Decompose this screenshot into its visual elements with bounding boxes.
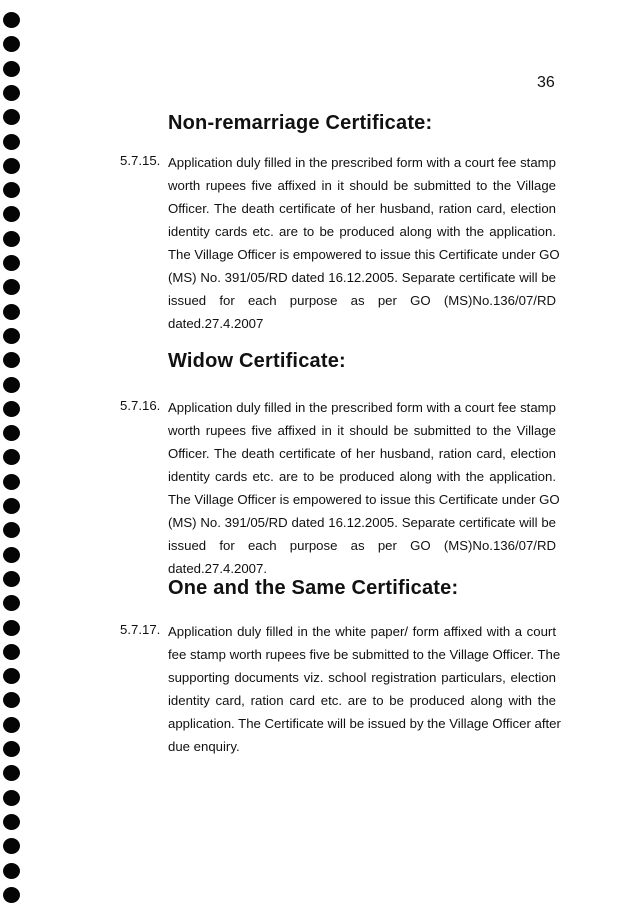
body-line: The Village Officer is empowered to issue this Certificate under GO — [168, 492, 560, 507]
binder-hole — [3, 328, 20, 344]
body-line: due enquiry. — [168, 739, 240, 754]
binder-hole — [3, 838, 20, 854]
binder-hole — [3, 158, 20, 174]
section-body — [168, 398, 560, 582]
section-number: 5.7.16. — [120, 398, 161, 413]
binder-holes — [3, 0, 23, 910]
body-line: identity cards etc. are to be produced along with the application. — [168, 469, 556, 484]
binder-hole — [3, 692, 20, 708]
binder-hole — [3, 279, 20, 295]
body-line: identity card, ration card etc. are to be produced along with the — [168, 693, 556, 708]
binder-hole — [3, 717, 20, 733]
binder-hole — [3, 304, 20, 320]
section-number: 5.7.15. — [120, 153, 161, 168]
section-number: 5.7.17. — [120, 622, 161, 637]
binder-hole — [3, 790, 20, 806]
binder-hole — [3, 765, 20, 781]
binder-hole — [3, 863, 20, 879]
binder-hole — [3, 668, 20, 684]
binder-hole — [3, 449, 20, 465]
binder-hole — [3, 474, 20, 490]
body-line: The Village Officer is empowered to issue this Certificate under GO — [168, 247, 560, 262]
binder-hole — [3, 644, 20, 660]
binder-hole — [3, 425, 20, 441]
binder-hole — [3, 255, 20, 271]
body-line: worth rupees five affixed in it should be submitted to the Village — [168, 423, 556, 438]
body-line: Application duly filled in the white paper/ form affixed with a court — [168, 624, 556, 639]
binder-hole — [3, 12, 20, 28]
binder-hole — [3, 814, 20, 830]
binder-hole — [3, 595, 20, 611]
body-line: issued for each purpose as per GO (MS)No.136/07/RD — [168, 293, 556, 308]
section-body — [168, 622, 561, 760]
body-line: Officer. The death certificate of her husband, ration card, election — [168, 201, 556, 216]
binder-hole — [3, 401, 20, 417]
binder-hole — [3, 134, 20, 150]
body-line: (MS) No. 391/05/RD dated 16.12.2005. Separate certificate will be — [168, 515, 556, 530]
binder-hole — [3, 522, 20, 538]
binder-hole — [3, 352, 20, 368]
body-line: (MS) No. 391/05/RD dated 16.12.2005. Separate certificate will be — [168, 270, 556, 285]
binder-hole — [3, 547, 20, 563]
heading-non-remarriage: Non-remarriage Certificate: — [168, 112, 433, 134]
body-line: Application duly filled in the prescribed form with a court fee stamp — [168, 400, 556, 415]
binder-hole — [3, 109, 20, 125]
body-line: dated.27.4.2007 — [168, 316, 264, 331]
binder-hole — [3, 182, 20, 198]
body-line: issued for each purpose as per GO (MS)No.136/07/RD — [168, 538, 556, 553]
binder-hole — [3, 85, 20, 101]
binder-hole — [3, 620, 20, 636]
binder-hole — [3, 206, 20, 222]
section-body — [168, 153, 560, 337]
binder-hole — [3, 498, 20, 514]
body-line: worth rupees five affixed in it should be submitted to the Village — [168, 178, 556, 193]
body-line: fee stamp worth rupees five be submitted to the Village Officer. The — [168, 647, 561, 662]
binder-hole — [3, 231, 20, 247]
binder-hole — [3, 377, 20, 393]
binder-hole — [3, 61, 20, 77]
body-line: application. The Certificate will be issued by the Village Officer after — [168, 716, 561, 731]
body-line: dated.27.4.2007. — [168, 561, 267, 576]
binder-hole — [3, 741, 20, 757]
page-number: 36 — [537, 74, 555, 91]
heading-one-and-same: One and the Same Certificate: — [168, 577, 459, 599]
heading-widow: Widow Certificate: — [168, 350, 346, 372]
binder-hole — [3, 887, 20, 903]
body-line: Officer. The death certificate of her husband, ration card, election — [168, 446, 556, 461]
body-line: Application duly filled in the prescribed form with a court fee stamp — [168, 155, 556, 170]
body-line: supporting documents viz. school registration particulars, election — [168, 670, 556, 685]
body-line: identity cards etc. are to be produced along with the application. — [168, 224, 556, 239]
binder-hole — [3, 571, 20, 587]
binder-hole — [3, 36, 20, 52]
